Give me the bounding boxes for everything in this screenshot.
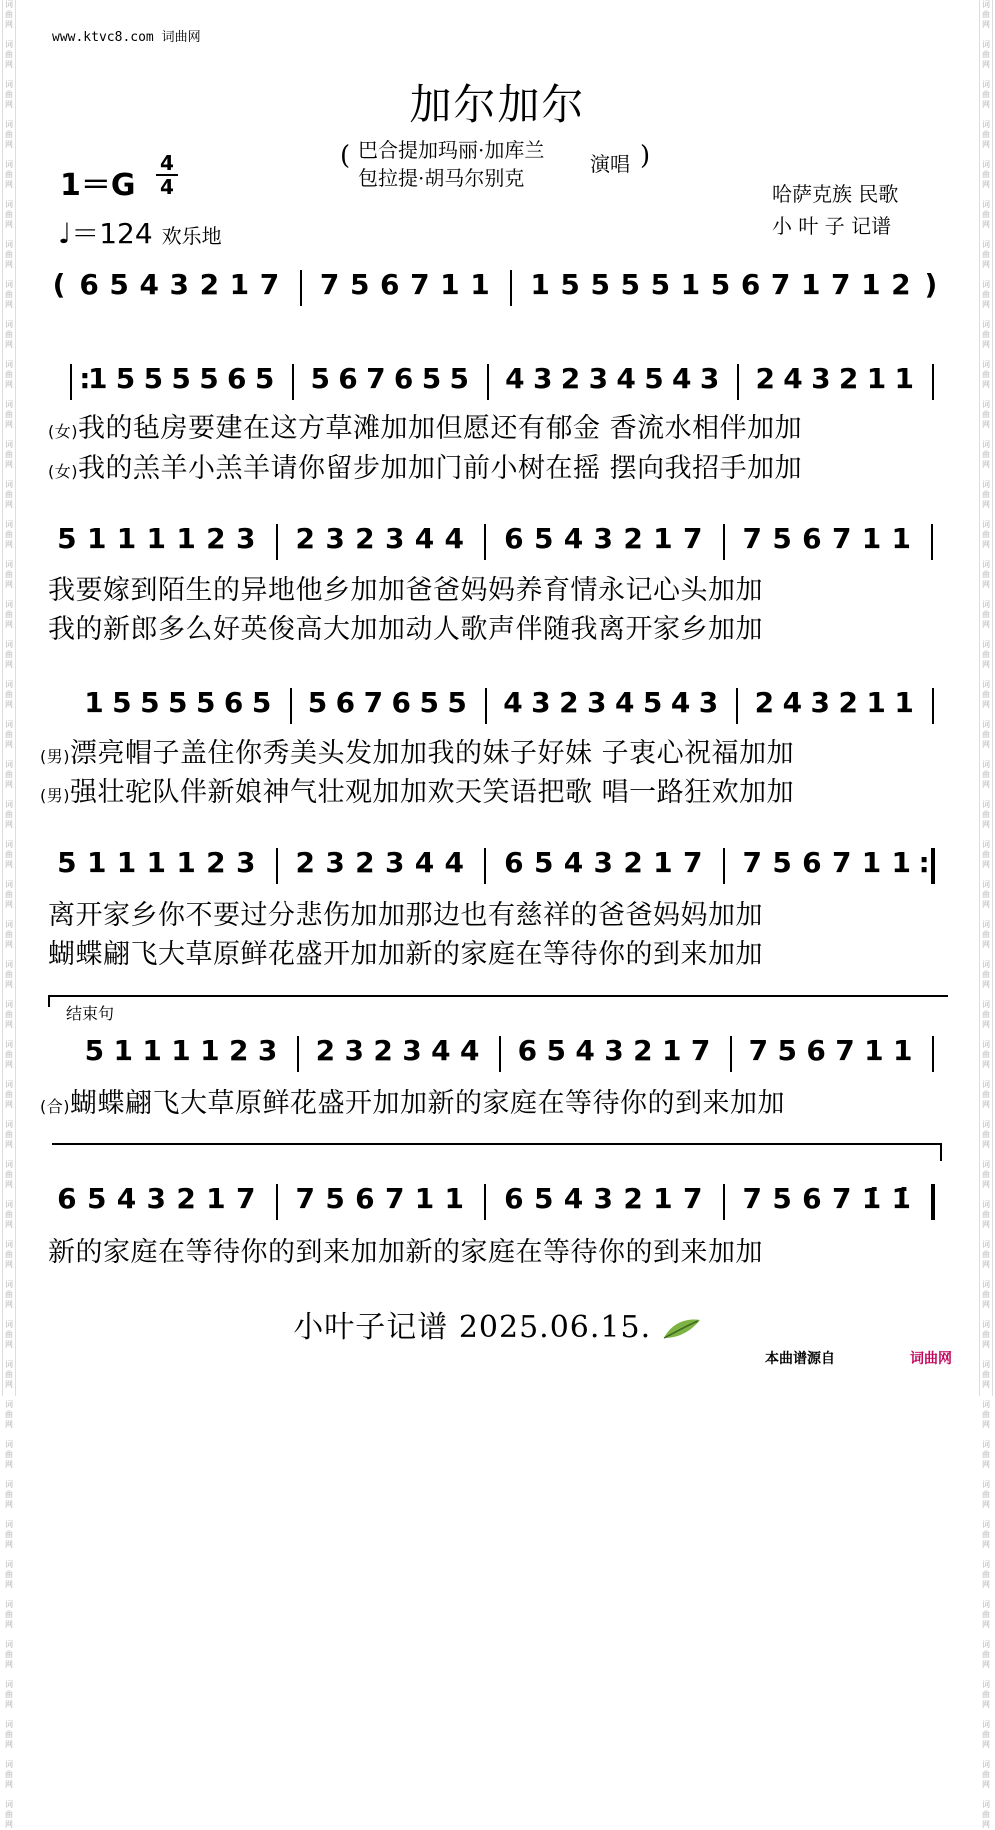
barline	[70, 364, 72, 400]
note: 5	[590, 268, 610, 301]
lyric-line: 离开家乡你不要过分悲伤加加那边也有慈祥的爸爸妈妈加加	[48, 900, 763, 931]
note: 1	[229, 268, 250, 301]
note: 5	[86, 1182, 107, 1215]
barline	[931, 524, 933, 560]
note: 5	[650, 268, 671, 301]
note: 2	[623, 522, 643, 555]
note: 1	[142, 1034, 162, 1067]
note: 5	[533, 522, 554, 555]
note: 6	[223, 686, 244, 719]
barline	[510, 270, 512, 306]
note: 6	[504, 522, 524, 555]
lyric-line: 蝴蝶翩飞大草原鲜花盛开加加新的家庭在等待你的到来加加	[48, 939, 763, 970]
note: 3	[235, 522, 256, 555]
note: 5	[109, 268, 129, 301]
note: 1	[116, 522, 137, 555]
note: 2	[838, 362, 859, 395]
note: 2	[199, 268, 220, 301]
note: 7	[831, 268, 851, 301]
note: 5	[115, 362, 136, 395]
note: 7	[835, 1034, 855, 1067]
note: 5	[642, 686, 663, 719]
note: 7	[366, 362, 386, 395]
note: 2	[373, 1034, 393, 1067]
note: 4	[563, 846, 584, 879]
note: 6	[57, 1182, 77, 1215]
note: 3	[325, 846, 345, 879]
barline	[932, 688, 934, 724]
barline	[723, 1184, 725, 1220]
barline	[484, 524, 486, 560]
note: 5	[533, 1182, 554, 1215]
note: 1	[653, 846, 673, 879]
note: 4	[616, 362, 636, 395]
barline	[499, 1036, 501, 1072]
note: 2	[176, 1182, 196, 1215]
barline	[730, 1036, 732, 1072]
singer-2: 包拉提·胡马尔别克	[358, 166, 525, 190]
note: 1	[200, 1034, 220, 1067]
note: 7	[831, 522, 852, 555]
note: 1	[894, 362, 915, 395]
barline	[736, 688, 738, 724]
note: 6	[740, 268, 761, 301]
note: 7	[295, 1182, 316, 1215]
note: 2	[206, 846, 226, 879]
note: 5	[772, 522, 792, 555]
tempo-expression: 欢乐地	[161, 224, 222, 248]
lyric-line: (女)我的羔羊小羔羊请你留步加加门前小树在摇 摆向我招手加加	[48, 453, 803, 484]
note: 5	[449, 362, 470, 395]
note: 2	[229, 1034, 249, 1067]
note: 6	[391, 686, 411, 719]
note: 5	[533, 846, 554, 879]
note: 5	[447, 686, 467, 719]
note: 1	[866, 362, 887, 395]
note: 5	[251, 686, 272, 719]
note: 1	[414, 1182, 435, 1215]
note: 2	[206, 522, 226, 555]
note: 1	[800, 268, 821, 301]
note: 5	[310, 362, 330, 395]
barline	[300, 270, 302, 306]
note: 3	[384, 522, 405, 555]
note: 7	[363, 686, 384, 719]
note: 3	[810, 686, 831, 719]
note: 5	[57, 522, 77, 555]
note: 1	[861, 268, 881, 301]
note: 2	[355, 846, 375, 879]
note: 1	[653, 522, 673, 555]
note: 3	[587, 686, 607, 719]
note: 6	[79, 268, 99, 301]
note: 2	[633, 1034, 653, 1067]
right-watermark-strip: 词 曲 网 词 曲 网 词 曲 网 词 曲 网 词 曲 网 词 曲 网 词 曲 网 词 曲 网 词 曲 网 词 曲 网 词 曲 网 词 曲 网 词 曲 网 词 曲 网 词 曲 网 词 曲 网 词 曲 网 词 曲 网 词 曲 网 词 曲 网 词 曲 网 词 曲 网 词 曲 网 词 曲 网 词 曲 网 词 曲 网 词 曲 网 词 曲 网 词 曲 网 词 曲 网 词 曲 网 词 曲 网 词 曲 网 词 曲 网 词 曲 网 词 曲 网 词 曲 网 词 曲 网 词 曲 网 词 曲 网 词 曲 网 词 曲 网 词 曲 网 词 曲 网 词 曲 网 词 曲 网	[979, 0, 993, 1396]
note: 4	[444, 846, 465, 879]
note: 4	[459, 1034, 480, 1067]
note: (	[52, 268, 66, 301]
note: 7	[410, 268, 430, 301]
note: 1	[891, 522, 912, 555]
signature-footer: 小叶子记谱 2025.06.15.	[0, 1302, 995, 1346]
note: 3	[588, 362, 609, 395]
note: 5	[772, 1182, 792, 1215]
note: 7	[831, 846, 852, 879]
note: 1̇	[861, 1182, 882, 1215]
note: 6	[338, 362, 358, 395]
note: 4	[503, 686, 523, 719]
lyric-line: 我要嫁到陌生的异地他乡加加爸爸妈妈养育情永记心头加加	[48, 575, 763, 606]
note: 3	[344, 1034, 364, 1067]
note: 2	[838, 686, 858, 719]
lyric-line: (男)强壮驼队伴新娘神气壮观加加欢天笑语把歌 唱一路狂欢加加	[40, 777, 795, 808]
note: 4	[444, 522, 465, 555]
note: 7	[742, 846, 763, 879]
note: 4	[782, 686, 803, 719]
note: 7	[259, 268, 280, 301]
barline	[487, 364, 489, 400]
quarter-note-icon: ♩	[58, 217, 72, 250]
note: 1	[84, 686, 104, 719]
barline	[484, 848, 486, 884]
barline	[723, 524, 725, 560]
barline	[276, 1184, 278, 1220]
note: 4	[139, 268, 159, 301]
note: 1	[891, 846, 912, 879]
barline	[723, 848, 725, 884]
tempo-marking: ♩＝124 欢乐地	[58, 217, 222, 250]
note: 1	[146, 846, 167, 879]
lyric-line: 新的家庭在等待你的到来加加新的家庭在等待你的到来加加	[48, 1237, 763, 1268]
note: 6	[227, 362, 247, 395]
note: 5	[140, 686, 160, 719]
note: 5	[112, 686, 132, 719]
note: 1	[892, 1034, 913, 1067]
note: 3	[146, 1182, 167, 1215]
barline	[276, 524, 278, 560]
note: 1	[662, 1034, 682, 1067]
note: 1	[470, 268, 490, 301]
barline	[932, 1036, 934, 1072]
note: 5	[199, 362, 219, 395]
barline	[297, 1036, 299, 1072]
note: 1	[176, 846, 196, 879]
barline	[931, 1184, 935, 1220]
note: 7	[831, 1182, 852, 1215]
note: 7	[742, 522, 763, 555]
note: 7	[319, 268, 340, 301]
source-label: 本曲谱源自	[765, 1351, 835, 1367]
note: 6	[393, 362, 414, 395]
note: 5	[349, 268, 370, 301]
lyric-line: (女)我的毡房要建在这方草滩加加但愿还有郁金 香流水相伴加加	[48, 413, 803, 444]
note: 1	[206, 1182, 226, 1215]
note: 5	[307, 686, 328, 719]
note: 6	[517, 1034, 538, 1067]
note: 7	[742, 1182, 763, 1215]
note: 1	[116, 846, 137, 879]
note: 6	[355, 1182, 375, 1215]
note: 3	[235, 846, 256, 879]
note: 3	[325, 522, 345, 555]
lyric-line: 我的新郎多么好英俊高大加加动人歌声伴随我离开家乡加加	[48, 614, 763, 645]
origin-genre: 哈萨克族 民歌	[772, 182, 899, 206]
note: 5	[84, 1034, 105, 1067]
note: 5	[168, 686, 188, 719]
note: 6	[802, 522, 822, 555]
ending-bracket	[48, 995, 948, 1023]
barline	[737, 364, 739, 400]
note: 5	[254, 362, 275, 395]
note: 1	[440, 268, 460, 301]
note: 4	[672, 362, 692, 395]
time-signature: 4 4	[156, 152, 178, 198]
note: 1	[653, 1182, 673, 1215]
note: 4	[116, 1182, 137, 1215]
note: 1	[866, 686, 886, 719]
note: 2	[623, 1182, 643, 1215]
note: 2	[755, 362, 775, 395]
note: 1	[894, 686, 914, 719]
note: 5	[171, 362, 191, 395]
note: 6	[504, 1182, 524, 1215]
song-origin	[772, 178, 898, 242]
barline	[276, 848, 278, 884]
singer-role: 演唱	[590, 152, 630, 176]
note: 1	[680, 268, 701, 301]
note: 2	[560, 362, 581, 395]
barline	[485, 688, 487, 724]
note: 3	[532, 362, 553, 395]
key-signature: 1＝G	[60, 168, 136, 203]
note: 2	[623, 846, 643, 879]
lyric-line: (合)蝴蝶翩飞大草原鲜花盛开加加新的家庭在等待你的到来加加	[40, 1088, 785, 1119]
note: 7	[690, 1034, 711, 1067]
note: 4	[670, 686, 691, 719]
note: 4	[563, 522, 584, 555]
note: 2	[891, 268, 911, 301]
note: 2	[559, 686, 579, 719]
note: 3	[531, 686, 551, 719]
note: 1̇	[891, 1182, 912, 1215]
note: 6	[504, 846, 524, 879]
source-site-link[interactable]: 词曲网	[910, 1351, 952, 1367]
note: 5	[419, 686, 439, 719]
note: 3	[698, 686, 719, 719]
barline	[484, 1184, 486, 1220]
note: 4	[505, 362, 525, 395]
note: 3	[257, 1034, 278, 1067]
note: 3	[593, 846, 614, 879]
note: 5	[620, 268, 641, 301]
note: 1	[171, 1034, 191, 1067]
ending-label: 结束句	[66, 1004, 115, 1023]
note: 7	[682, 1182, 703, 1215]
lyric-line: (男)漂亮帽子盖住你秀美头发加加我的妹子好妹 子衷心祝福加加	[40, 738, 795, 769]
repeat-sign: :	[79, 362, 91, 395]
transcriber: 小 叶 子 记谱	[772, 214, 892, 238]
note: 2	[754, 686, 775, 719]
note: 7	[682, 522, 703, 555]
note: 1	[864, 1034, 884, 1067]
note: 7	[682, 846, 703, 879]
note: 3	[593, 1182, 614, 1215]
note: 4	[414, 522, 435, 555]
note: 1	[146, 522, 167, 555]
note: 4	[614, 686, 635, 719]
note: 1	[86, 846, 107, 879]
note: 5	[560, 268, 580, 301]
note: 5	[195, 686, 216, 719]
note: 6	[806, 1034, 826, 1067]
note: 1	[87, 362, 108, 395]
note: 5	[710, 268, 731, 301]
note: 7	[384, 1182, 405, 1215]
note: 6	[335, 686, 356, 719]
note: 1	[176, 522, 196, 555]
note: 4	[414, 846, 435, 879]
note: 6	[802, 1182, 822, 1215]
note: 4	[563, 1182, 584, 1215]
note: 2	[295, 846, 316, 879]
note: 5	[421, 362, 442, 395]
note: 5	[777, 1034, 797, 1067]
left-watermark-strip: 词 曲 网 词 曲 网 词 曲 网 词 曲 网 词 曲 网 词 曲 网 词 曲 网 词 曲 网 词 曲 网 词 曲 网 词 曲 网 词 曲 网 词 曲 网 词 曲 网 词 曲 网 词 曲 网 词 曲 网 词 曲 网 词 曲 网 词 曲 网 词 曲 网 词 曲 网 词 曲 网 词 曲 网 词 曲 网 词 曲 网 词 曲 网 词 曲 网 词 曲 网 词 曲 网 词 曲 网 词 曲 网 词 曲 网 词 曲 网 词 曲 网 词 曲 网 词 曲 网 词 曲 网 词 曲 网 词 曲 网 词 曲 网 词 曲 网 词 曲 网 词 曲 网 词 曲 网 词 曲 网	[2, 0, 16, 1396]
note: 2	[315, 1034, 336, 1067]
site-url[interactable]: www.ktvc8.com 词曲网	[52, 30, 201, 45]
note: 3	[699, 362, 720, 395]
barline	[292, 364, 294, 400]
note: 3	[593, 522, 614, 555]
note: 3	[604, 1034, 624, 1067]
note: 2	[355, 522, 375, 555]
note: 7	[235, 1182, 256, 1215]
note: 3	[169, 268, 190, 301]
note: 1	[113, 1034, 134, 1067]
leaf-icon	[662, 1318, 702, 1340]
note: 1	[444, 1182, 465, 1215]
note: 3	[402, 1034, 422, 1067]
note: 7	[770, 268, 791, 301]
note: 5	[644, 362, 664, 395]
note: 4	[783, 362, 803, 395]
note: 3	[811, 362, 831, 395]
ending-bracket-end	[52, 1143, 942, 1161]
note: 5	[772, 846, 792, 879]
note: 3	[384, 846, 405, 879]
note: 5	[325, 1182, 345, 1215]
note: 6	[380, 268, 400, 301]
repeat-sign: :	[918, 846, 930, 879]
note: 5	[57, 846, 77, 879]
note: 1	[861, 522, 882, 555]
song-title: 加尔加尔	[409, 80, 586, 129]
note: )	[924, 268, 938, 301]
note: 5	[546, 1034, 567, 1067]
note: 4	[575, 1034, 595, 1067]
note: 7	[748, 1034, 769, 1067]
note: 5	[143, 362, 164, 395]
singer-1: 巴合提加玛丽·加库兰	[358, 138, 545, 162]
note: 1	[861, 846, 882, 879]
barline	[290, 688, 292, 724]
barline	[932, 364, 934, 400]
note: 1	[530, 268, 550, 301]
note: 6	[802, 846, 822, 879]
note: 2	[295, 522, 316, 555]
note: 4	[431, 1034, 451, 1067]
note: 1	[86, 522, 107, 555]
